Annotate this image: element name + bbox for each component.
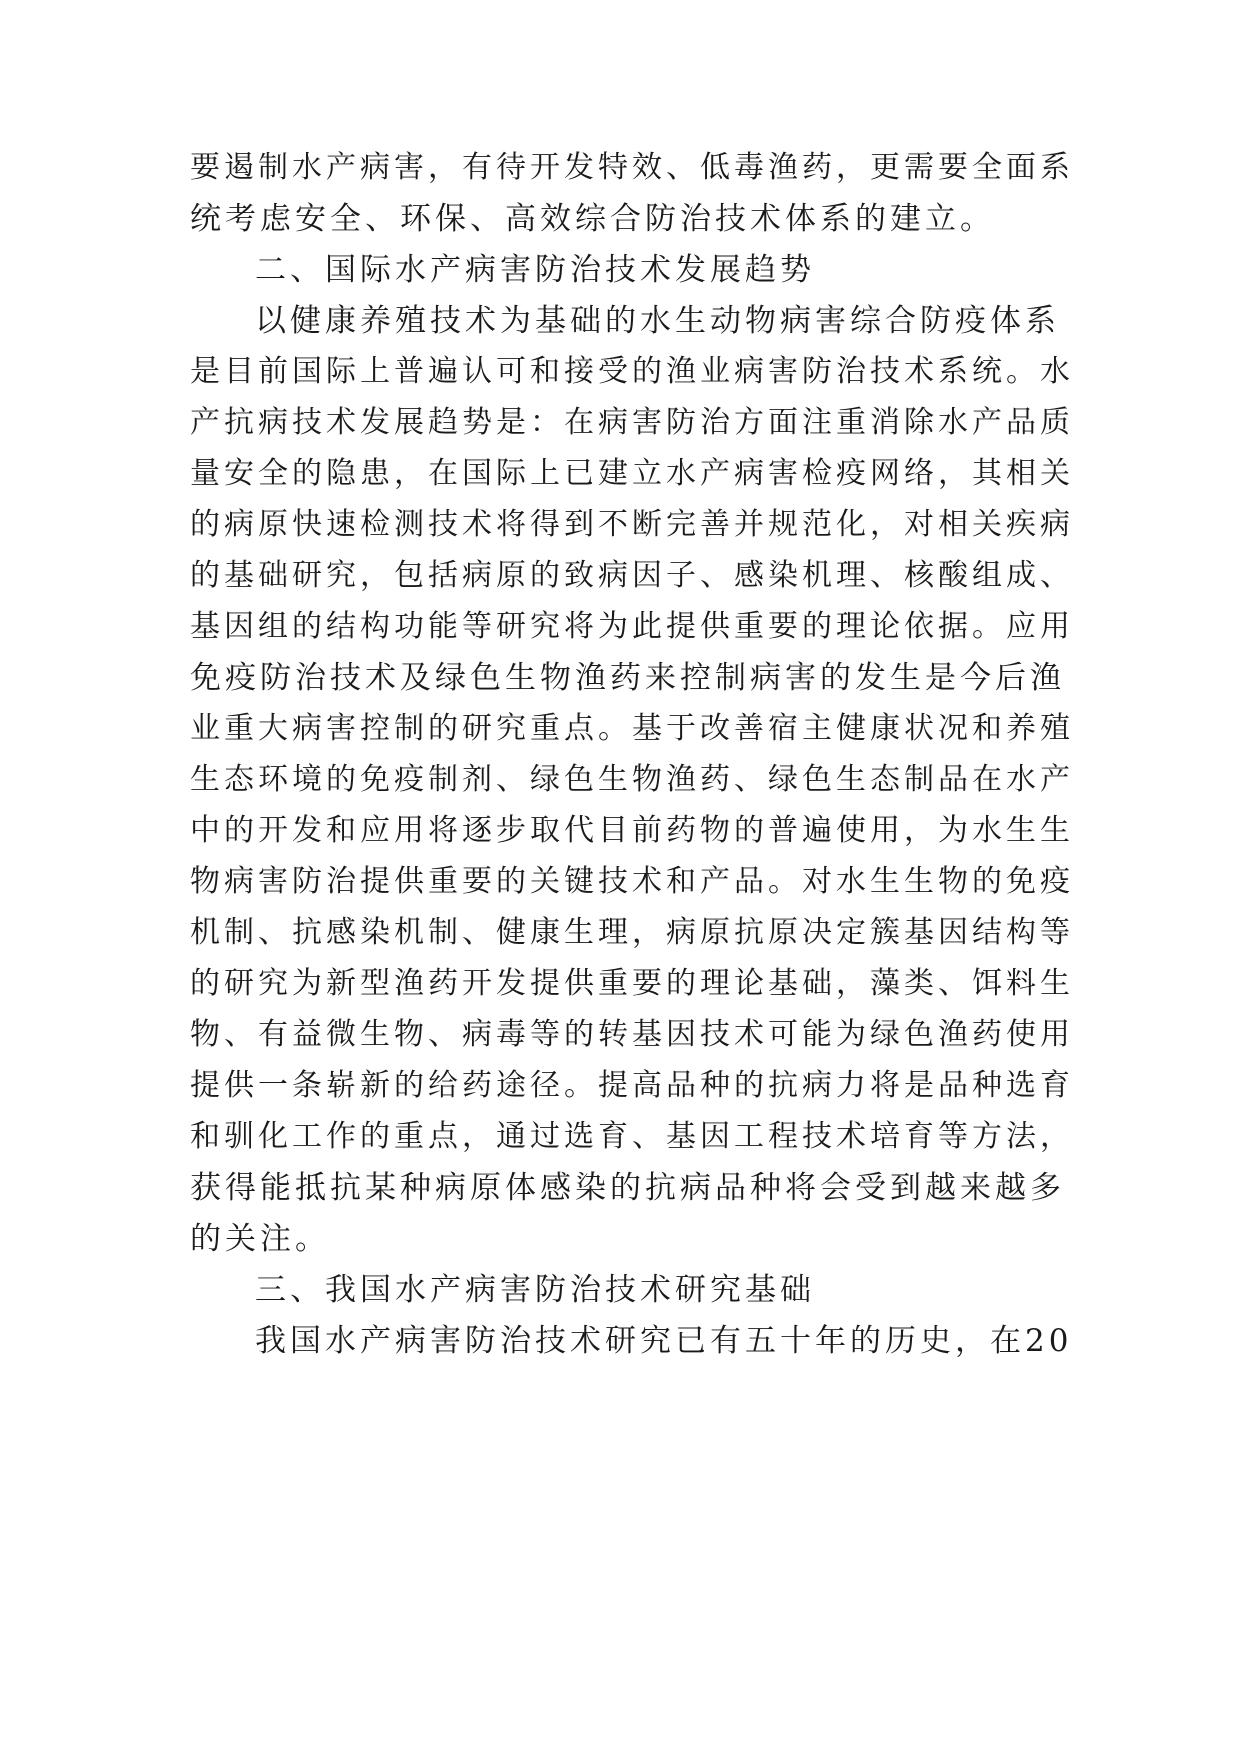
section-heading: 二、国际水产病害防治技术发展趋势 [255,252,815,288]
text-line: 的基础研究，包括病原的致病因子、感染机理、核酸组成、 [190,558,1074,593]
section-heading: 三、我国水产病害防治技术研究基础 [255,1272,815,1308]
text-line: 的病原快速检测技术将得到不断完善并规范化，对相关疾病 [190,507,1074,542]
text-line: 中的开发和应用将逐步取代目前药物的普遍使用，为水生生 [190,813,1074,848]
text-line: 物、有益微生物、病毒等的转基因技术可能为绿色渔药使用 [190,1017,1074,1052]
text-line: 物病害防治提供重要的关键技术和产品。对水生生物的免疫 [190,864,1074,899]
text-line: 基因组的结构功能等研究将为此提供重要的理论依据。应用 [190,609,1074,644]
text-line: 统考虑安全、环保、高效综合防治技术体系的建立。 [190,201,995,237]
text-line: 获得能抵抗某种病原体感染的抗病品种将会受到越来越多 [190,1170,1065,1206]
text-line: 提供一条崭新的给药途径。提高品种的抗病力将是品种选育 [190,1068,1074,1103]
text-line: 生态环境的免疫制剂、绿色生物渔药、绿色生态制品在水产 [190,762,1074,797]
text-line: 要遏制水产病害，有待开发特效、低毒渔药，更需要全面系 [190,150,1074,185]
text-line: 量安全的隐患，在国际上已建立水产病害检疫网络，其相关 [190,456,1074,491]
text-line: 是目前国际上普遍认可和接受的渔业病害防治技术系统。水 [190,354,1074,389]
text-line: 机制、抗感染机制、健康生理，病原抗原决定簇基因结构等 [190,915,1074,950]
text-line: 产抗病技术发展趋势是：在病害防治方面注重消除水产品质 [190,405,1074,440]
text-line: 的研究为新型渔药开发提供重要的理论基础，藻类、饵料生 [190,966,1074,1001]
text-line: 业重大病害控制的研究重点。基于改善宿主健康状况和养殖 [190,711,1074,746]
text-line: 我国水产病害防治技术研究已有五十年的历史，在20 [255,1323,1073,1359]
text-line: 以健康养殖技术为基础的水生动物病害综合防疫体系 [255,303,1060,339]
text-line: 和驯化工作的重点，通过选育、基因工程技术培育等方法， [190,1119,1074,1154]
text-line: 的关注。 [190,1221,330,1257]
text-line: 免疫防治技术及绿色生物渔药来控制病害的发生是今后渔 [190,660,1065,696]
